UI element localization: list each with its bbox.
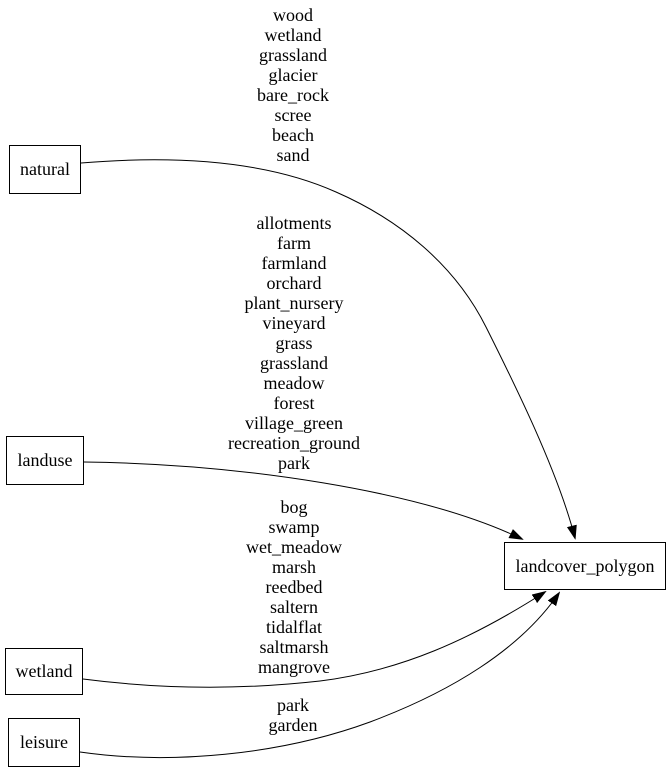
edge-label-line: garden xyxy=(268,715,318,735)
node-natural xyxy=(9,145,81,194)
edge-label-line: farm xyxy=(277,233,311,253)
edge-label-line: sand xyxy=(276,145,310,165)
edge-label-line: grassland xyxy=(260,353,328,373)
edge-label-line: marsh xyxy=(272,557,316,577)
edge-label-line: recreation_ground xyxy=(228,433,360,453)
edge-label-line: wood xyxy=(273,5,313,25)
edge-label-line: forest xyxy=(273,393,315,413)
edge-label-line: park xyxy=(278,453,310,473)
node-leisure xyxy=(8,718,80,767)
edge-label-line: plant_nursery xyxy=(244,293,344,313)
edge-label-line: vineyard xyxy=(262,313,326,333)
edge-label-line: grass xyxy=(275,333,313,353)
edge-label-line: farmland xyxy=(261,253,327,273)
edge-label-line: beach xyxy=(272,125,314,145)
edge-label-line: meadow xyxy=(263,373,325,393)
node-landuse-label: landuse xyxy=(17,450,73,470)
edge-label-line: grassland xyxy=(259,45,327,65)
edge-label-line: tidalflat xyxy=(266,617,322,637)
node-leisure-label: leisure xyxy=(20,732,68,752)
edge-label-line: reedbed xyxy=(265,577,323,597)
edge-label-line: wetland xyxy=(264,25,322,45)
edge-label-line: scree xyxy=(274,105,312,125)
edge-label-line: wet_meadow xyxy=(246,537,342,557)
node-landuse xyxy=(6,436,84,485)
edge-label-landuse-values xyxy=(174,213,414,473)
edge-label-line: village_green xyxy=(245,413,343,433)
edge-label-line: orchard xyxy=(266,273,322,293)
edge-label-line: allotments xyxy=(256,213,332,233)
node-landcover-polygon xyxy=(504,542,666,590)
edge-label-line: saltmarsh xyxy=(259,637,329,657)
node-wetland xyxy=(5,648,83,695)
edge-label-natural-values xyxy=(173,5,413,165)
edge-label-line: bog xyxy=(280,497,308,517)
edge-label-line: swamp xyxy=(268,517,320,537)
node-natural-label: natural xyxy=(20,159,70,179)
edge-label-line: bare_rock xyxy=(257,85,329,105)
edge-label-line: saltern xyxy=(270,597,318,617)
node-landcover-polygon-label: landcover_polygon xyxy=(515,555,655,576)
edge-label-wetland-values xyxy=(174,497,414,677)
edge-label-line: glacier xyxy=(268,65,318,85)
edge-label-leisure-values xyxy=(173,695,413,735)
edge-label-line: mangrove xyxy=(258,657,330,677)
node-wetland-label: wetland xyxy=(15,661,73,681)
edge-label-line: park xyxy=(277,695,309,715)
